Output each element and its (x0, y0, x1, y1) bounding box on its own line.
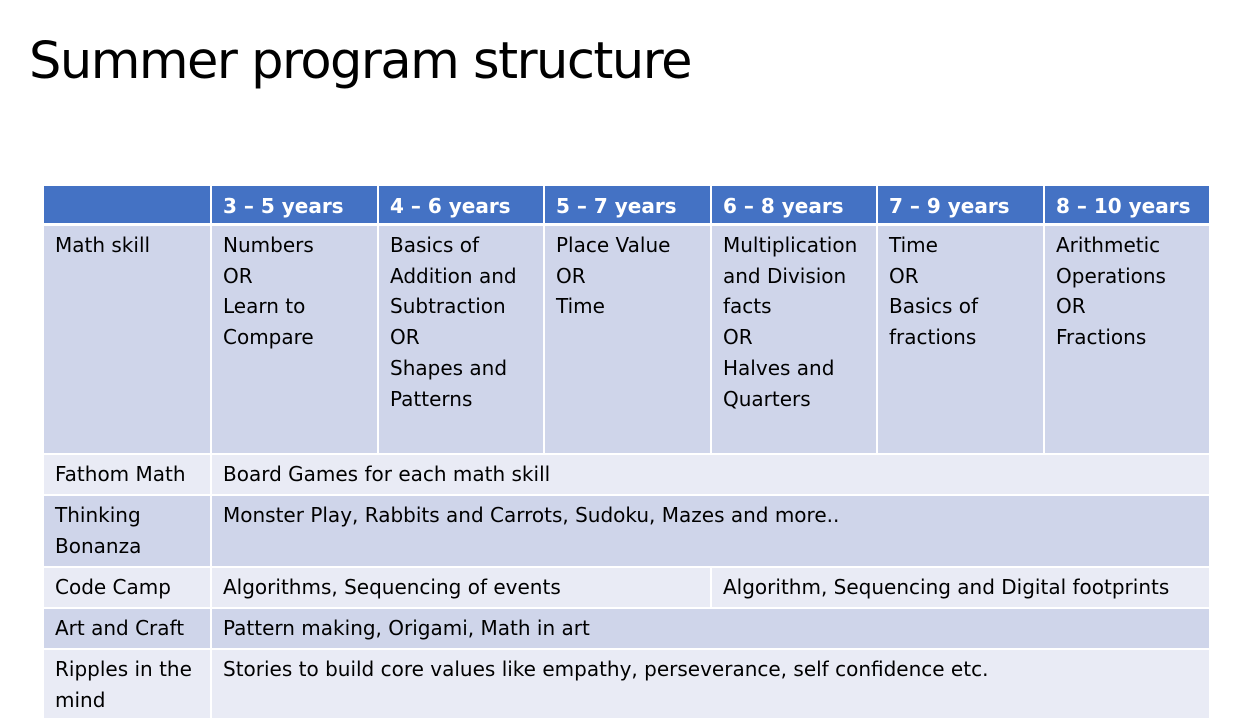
cell-line: Basics of (390, 233, 480, 257)
math-skill-cell-4-6-years (377, 226, 543, 453)
cell-line: OR (556, 263, 586, 288)
row-label-ripples-in-the-mind (44, 648, 210, 718)
cell-line: Patterns (390, 386, 473, 411)
cell-line: OR (723, 325, 753, 350)
header-cell-empty (44, 186, 210, 226)
row-label-math-skill: Math skill (44, 226, 210, 453)
cell-line: Ripples in the (55, 657, 192, 681)
cell-line: Compare (223, 325, 314, 350)
row-label-art-and-craft (44, 607, 210, 648)
cell-line: Art and Craft (55, 616, 185, 640)
cell-line: Shapes and (390, 355, 508, 380)
ripples-in-the-mind-content: Stories to build core values like empathy, perseverance, self confidence etc. (210, 648, 1209, 718)
cell-line: Place Value (556, 233, 671, 257)
header-cell-6-8-years: 6 – 8 years (710, 186, 876, 226)
cell-line: mind (55, 687, 106, 712)
cell-line: OR (889, 263, 919, 288)
math-skill-cell-7-9-years (876, 226, 1043, 453)
cell-line: OR (223, 263, 253, 288)
cell-line: Operations (1056, 263, 1166, 288)
cell-line: and Division (723, 263, 847, 288)
code-camp-content-right: Algorithm, Sequencing and Digital footprints (710, 566, 1209, 607)
cell-line: Bonanza (55, 533, 142, 558)
cell-line: Basics of (889, 294, 979, 319)
cell-line: Code Camp (55, 575, 171, 599)
cell-line: Learn to (223, 294, 306, 319)
cell-line: Fractions (1056, 325, 1147, 350)
fathom-math-content: Board Games for each math skill (210, 453, 1209, 494)
header-cell-5-7-years: 5 – 7 years (543, 186, 710, 226)
header-cell-4-6-years: 4 – 6 years (377, 186, 543, 226)
cell-line: Numbers (223, 233, 314, 257)
math-skill-cell-3-5-years (210, 226, 377, 453)
cell-line: OR (1056, 294, 1086, 319)
art-and-craft-content: Pattern making, Origami, Math in art (210, 607, 1209, 648)
cell-line: Time (889, 233, 938, 257)
cell-line: Halves and (723, 355, 835, 380)
row-label-fathom-math (44, 453, 210, 494)
math-skill-cell-8-10-years (1043, 226, 1209, 453)
header-cell-7-9-years: 7 – 9 years (876, 186, 1043, 226)
cell-line: Arithmetic (1056, 233, 1161, 257)
cell-line: Multiplication (723, 233, 858, 257)
row-label-thinking-bonanza (44, 494, 210, 566)
cell-line: Time (556, 294, 605, 319)
cell-line: Addition and (390, 263, 517, 288)
program-table (44, 186, 1209, 718)
math-skill-cell-5-7-years (543, 226, 710, 453)
cell-line: fractions (889, 325, 977, 350)
math-skill-cell-6-8-years (710, 226, 876, 453)
header-cell-8-10-years: 8 – 10 years (1043, 186, 1209, 226)
cell-line: Quarters (723, 386, 811, 411)
row-label-code-camp (44, 566, 210, 607)
cell-line: Fathom Math (55, 462, 186, 486)
header-cell-3-5-years: 3 – 5 years (210, 186, 377, 226)
thinking-bonanza-content: Monster Play, Rabbits and Carrots, Sudoku, Mazes and more.. (210, 494, 1209, 566)
cell-line: Subtraction (390, 294, 506, 319)
code-camp-content-left: Algorithms, Sequencing of events (210, 566, 710, 607)
cell-line: OR (390, 325, 420, 350)
cell-line: facts (723, 294, 772, 319)
cell-line: Thinking (55, 503, 141, 527)
slide-title: Summer program structure (29, 32, 691, 91)
